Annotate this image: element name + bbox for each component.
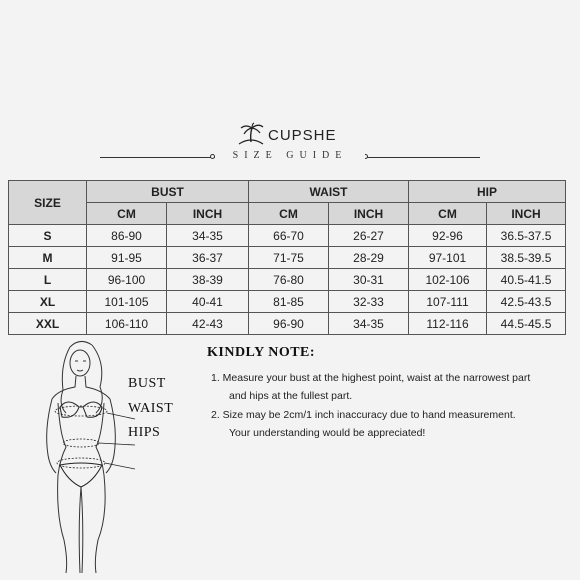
cell: 71-75: [249, 247, 329, 269]
cell: 97-101: [409, 247, 487, 269]
cell: 107-111: [409, 291, 487, 313]
cell: 28-29: [329, 247, 409, 269]
unit-header: CM: [87, 203, 167, 225]
unit-header: INCH: [487, 203, 566, 225]
cell: 42-43: [167, 313, 249, 335]
note-line: and hips at the fullest part.: [229, 390, 353, 402]
cell: 112-116: [409, 313, 487, 335]
table-header-units: [9, 203, 566, 225]
cell: 36.5-37.5: [487, 225, 566, 247]
unit-header: CM: [409, 203, 487, 225]
note-title: KINDLY NOTE:: [207, 345, 316, 360]
unit-header: INCH: [167, 203, 249, 225]
cell: 81-85: [249, 291, 329, 313]
table-row: [9, 225, 566, 247]
cell: 30-31: [329, 269, 409, 291]
row-size: XXL: [9, 313, 87, 335]
woman-figure-illustration: [30, 335, 140, 575]
unit-header: INCH: [329, 203, 409, 225]
label-bust: BUST: [128, 376, 166, 391]
table-row: [9, 247, 566, 269]
cell: 76-80: [249, 269, 329, 291]
brand-logo: [236, 122, 366, 148]
header-bust: BUST: [87, 181, 249, 203]
table-row: [9, 291, 566, 313]
note-line: Your understanding would be appreciated!: [229, 427, 426, 439]
palm-tree-icon: [236, 122, 266, 148]
cell: 26-27: [329, 225, 409, 247]
cell: 96-100: [87, 269, 167, 291]
cell: 34-35: [167, 225, 249, 247]
cell: 96-90: [249, 313, 329, 335]
cell: 38-39: [167, 269, 249, 291]
table-header-groups: [9, 181, 566, 203]
row-size: S: [9, 225, 87, 247]
note-line: 1. Measure your bust at the highest point, waist at the narrowest part: [211, 372, 531, 384]
divider-right: [365, 157, 480, 158]
unit-header: CM: [249, 203, 329, 225]
row-size: XL: [9, 291, 87, 313]
header-size: SIZE: [9, 181, 87, 225]
cell: 102-106: [409, 269, 487, 291]
cell: 42.5-43.5: [487, 291, 566, 313]
size-guide-subtitle: SIZE GUIDE: [215, 150, 365, 161]
row-size: M: [9, 247, 87, 269]
size-chart-table: [8, 180, 566, 335]
cell: 40-41: [167, 291, 249, 313]
cell: 101-105: [87, 291, 167, 313]
cell: 32-33: [329, 291, 409, 313]
cell: 86-90: [87, 225, 167, 247]
cell: 66-70: [249, 225, 329, 247]
table-row: [9, 313, 566, 335]
cell: 44.5-45.5: [487, 313, 566, 335]
brand-name: CUPSHE: [268, 126, 337, 144]
cell: 92-96: [409, 225, 487, 247]
cell: 36-37: [167, 247, 249, 269]
row-size: L: [9, 269, 87, 291]
label-hips: HIPS: [128, 425, 161, 440]
table-row: [9, 269, 566, 291]
cell: 34-35: [329, 313, 409, 335]
header-hip: HIP: [409, 181, 566, 203]
cell: 106-110: [87, 313, 167, 335]
cell: 91-95: [87, 247, 167, 269]
header-waist: WAIST: [249, 181, 409, 203]
note-line: 2. Size may be 2cm/1 inch inaccuracy due to hand measurement.: [211, 409, 516, 421]
label-waist: WAIST: [128, 401, 174, 416]
cell: 38.5-39.5: [487, 247, 566, 269]
divider-left: [100, 157, 215, 158]
cell: 40.5-41.5: [487, 269, 566, 291]
